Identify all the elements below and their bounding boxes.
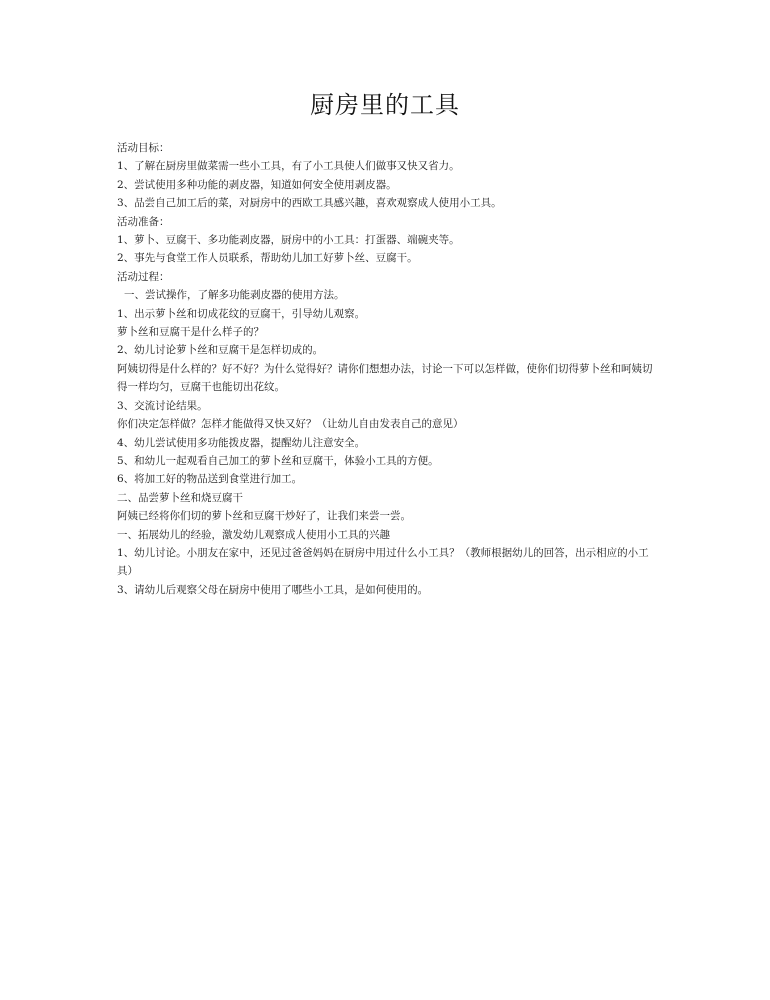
paragraph-line: 二、品尝萝卜丝和烧豆腐干	[117, 491, 243, 504]
paragraph-line: 你们决定怎样做？怎样才能做得又快又好？（让幼儿自由发表自己的意见）	[117, 418, 464, 431]
paragraph-line: 5、和幼儿一起观看自己加工的萝卜丝和豆腐干，体验小工具的方便。	[117, 454, 439, 467]
paragraph-line: 2、尝试使用多种功能的剥皮器，知道如何安全使用剥皮器。	[117, 178, 397, 191]
paragraph-line: 3、请幼儿后观察父母在厨房中使用了哪些小工具，是如何使用的。	[117, 583, 429, 596]
paragraph-line: 2、幼儿讨论萝卜丝和豆腐干是怎样切成的。	[117, 344, 324, 357]
paragraph-line: 一、尝试操作，了解多功能剥皮器的使用方法。	[124, 289, 345, 302]
document-body	[117, 139, 662, 599]
paragraph-line: 6、将加工好的物品送到食堂进行加工。	[117, 473, 303, 486]
paragraph-line: 4、幼儿尝试使用多功能拨皮器，提醒幼儿注意安全。	[117, 436, 366, 449]
paragraph-line: 阿姨已经将你们切的萝卜丝和豆腐干炒好了，让我们来尝一尝。	[117, 510, 411, 523]
paragraph-line: 2、事先与食堂工作人员联系，帮助幼儿加工好萝卜丝、豆腐干。	[117, 252, 418, 265]
paragraph-line: 萝卜丝和豆腐干是什么样子的？	[117, 326, 264, 339]
document-title: 厨房里的工具	[310, 91, 460, 119]
paragraph-line: 1、了解在厨房里做菜需一些小工具，有了小工具使人们做事又快又省力。	[117, 160, 460, 173]
paragraph-line: 1、萝卜、豆腐干、多功能剥皮器，厨房中的小工具：打蛋器、端碗夹等。	[117, 234, 460, 247]
paragraph-line: 活动准备：	[117, 215, 170, 228]
paragraph-line: 3、交流讨论结果。	[117, 399, 208, 412]
paragraph-line: 一、拓展幼儿的经验，激发幼儿观察成人使用小工具的兴趣	[117, 528, 390, 541]
paragraph-line: 1、出示萝卜丝和切成花纹的豆腐干，引导幼儿观察。	[117, 307, 366, 320]
paragraph-line: 活动过程：	[117, 270, 170, 283]
paragraph-line: 3、品尝自己加工后的菜，对厨房中的西欧工具感兴趣，喜欢观察成人使用小工具。	[117, 197, 502, 210]
paragraph-line: 活动目标：	[117, 142, 170, 154]
paragraph-line: 阿姨切得是什么样的？好不好？为什么觉得好？请你们想想办法，讨论一下可以怎样做，使你们切得萝卜丝和呵姨切得一样均匀，豆腐干也能切出花纹。	[117, 362, 653, 394]
paragraph-line: 1、幼儿讨论。小朋友在家中，还见过爸爸妈妈在厨房中用过什么小工具？（教师根据幼儿的回答，出示相应的小工具）	[117, 546, 649, 578]
